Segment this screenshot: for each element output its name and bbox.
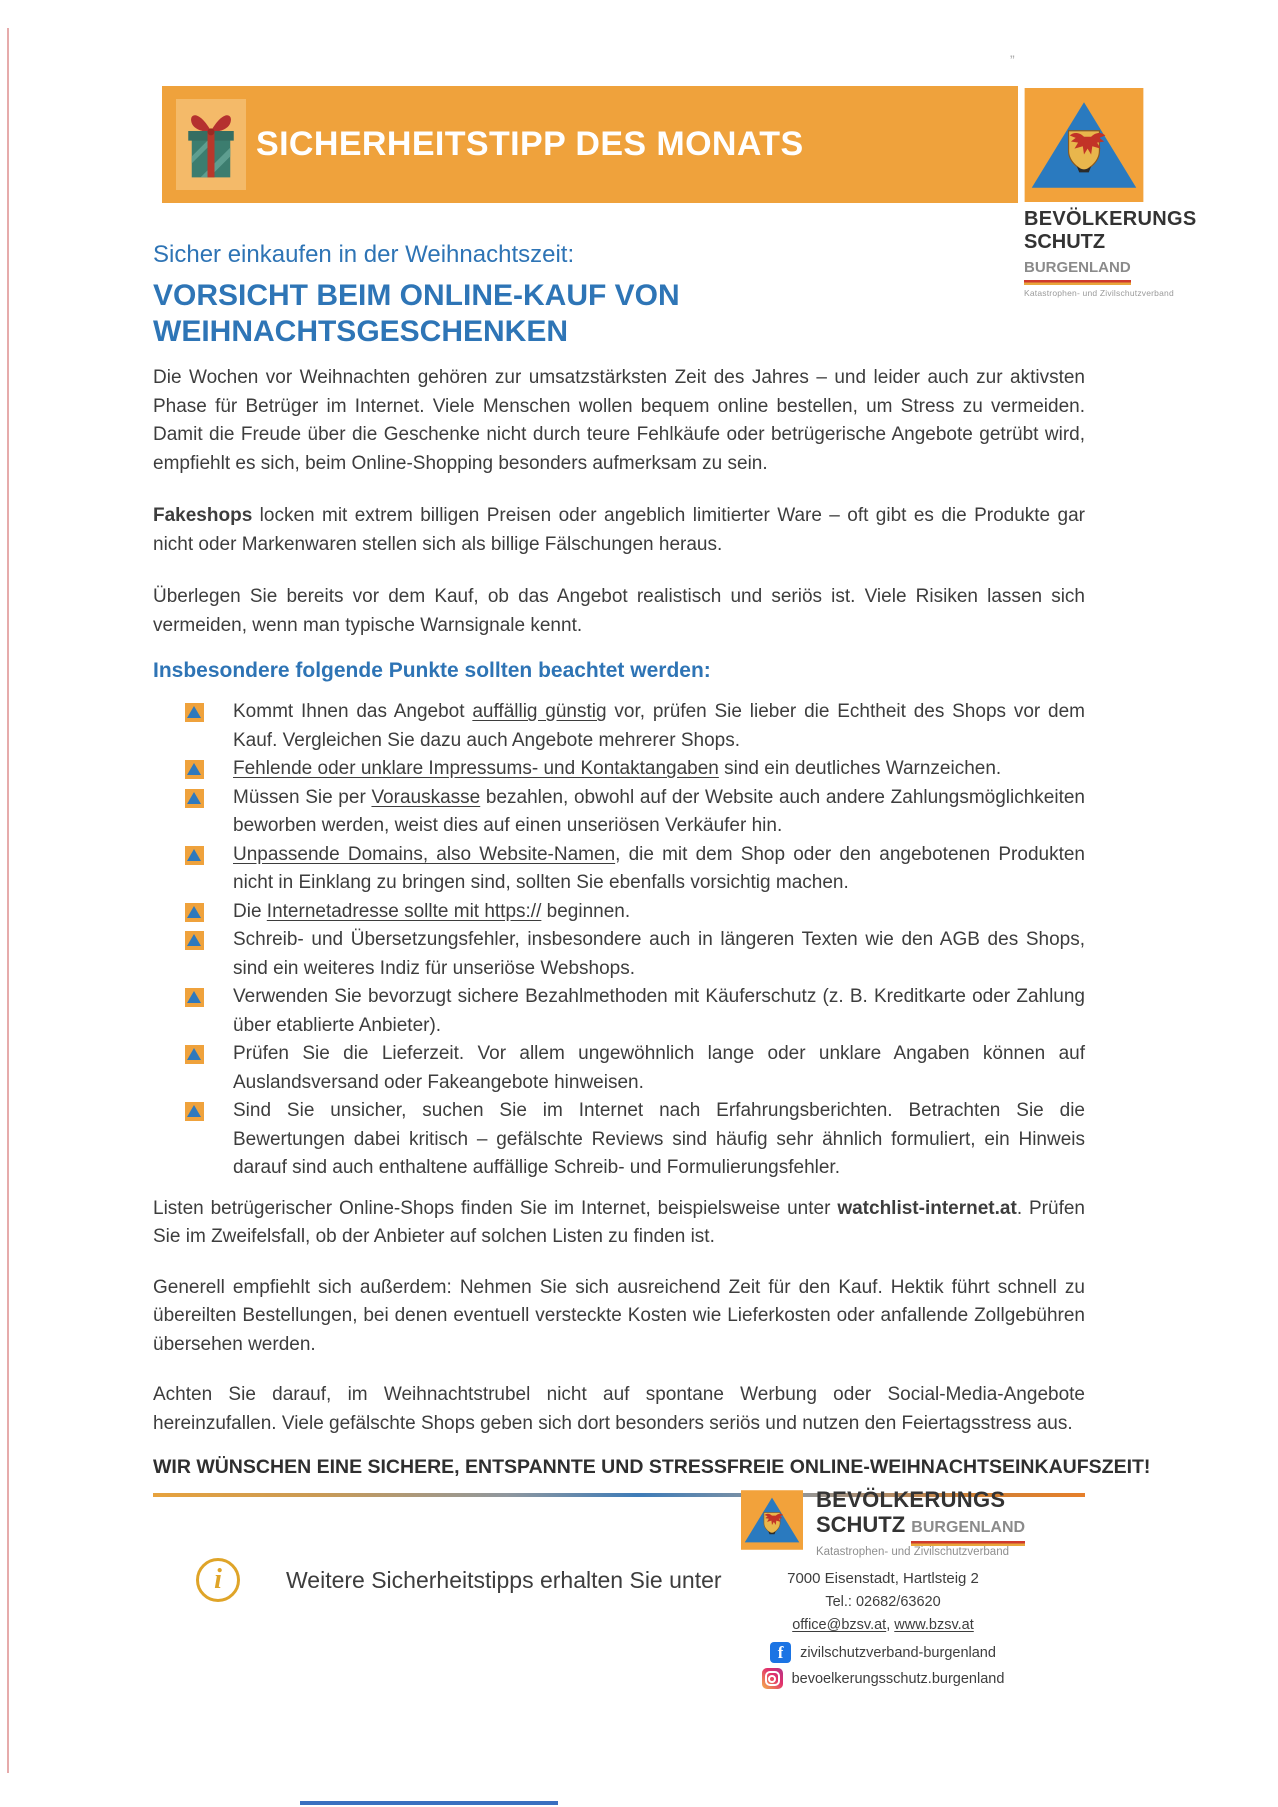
triangle-bullet-icon [185,931,204,950]
text-run: Internetadresse sollte mit https:// [266,900,542,922]
text-run: beginnen. [541,900,631,922]
body-paragraph [153,1381,1085,1438]
checklist-item-text [233,758,1001,779]
checklist-item [153,898,1085,927]
org-logo-wordmark [816,1488,1025,1558]
triangle-bullet-icon [185,789,204,808]
scan-artifact-left-line [7,28,9,1773]
org-name-line1: BEVÖLKERUNGS [1024,208,1197,230]
checklist-item-text [233,844,1085,894]
org-subtitle: Katastrophen- und Zivilschutzverband [815,1546,1009,1558]
instagram-icon [762,1668,783,1689]
info-icon: i [196,1558,240,1602]
checklist-item [153,1097,1085,1183]
text-run: locken mit extrem billigen Preisen oder angeblich limitierter Ware – oft gibt es die Produkte gar nicht oder Markenwaren stellen sich als billige Fälschungen heraus. [153,505,1085,555]
body-paragraph [153,364,1085,478]
footer-org-block [668,1488,1098,1689]
triangle-bullet-icon [185,903,204,922]
org-links: office@bzsv.at, www.bzsv.at [792,1617,974,1633]
intro-paragraphs [153,364,1085,640]
website-link[interactable]: www.bzsv.at [894,1617,974,1633]
checklist-item [153,926,1085,983]
body-paragraph [153,1195,1085,1252]
facebook-icon: f [770,1642,791,1663]
gift-icon [176,99,246,190]
text-run: Vorauskasse [371,786,481,808]
checklist-item-text [233,929,1085,979]
org-name-line2: SCHUTZ BURGENLAND [1024,230,1199,280]
checklist-item [153,755,1085,784]
org-subtitle: Katastrophen- und Zivilschutzverband [1024,288,1174,298]
text-run: Fehlende oder unklare Impressums- und Kontaktangaben [233,758,719,779]
org-logo-footer [668,1488,1098,1558]
checklist-item [153,1040,1085,1097]
org-address: 7000 Eisenstadt, Hartlsteig 2 [787,1570,979,1587]
checklist-item [153,983,1085,1040]
triangle-bullet-icon [185,703,204,722]
text-run: Verwenden Sie bevorzugt sichere Bezahlmethoden mit Käuferschutz (z. B. Kreditkarte oder Zahlung über etablierte Anbieter). [233,986,1085,1036]
checklist-item [153,698,1085,755]
text-run: Müssen Sie per [233,786,372,808]
civil-protection-emblem-icon [1024,88,1144,202]
checklist-item-text [233,1100,1085,1178]
facebook-handle[interactable]: zivilschutzverband-burgenland [800,1644,996,1661]
text-run: Kommt Ihnen das Angebot [233,701,473,722]
instagram-handle[interactable]: bevoelkerungsschutz.burgenland [791,1670,1005,1687]
checklist-item [153,784,1085,841]
banner-title: SICHERHEITSTIPP DES MONATS [256,125,804,163]
info-row [196,1558,722,1602]
checklist-item [153,841,1085,898]
checklist-heading: Insbesondere folgende Punkte sollten beachtet werden: [153,659,711,682]
triangle-bullet-icon [185,1102,204,1121]
header-banner [162,86,1018,203]
text-run: Fakeshops [153,505,253,526]
text-run: Die [233,900,267,922]
civil-protection-emblem-icon [741,1490,803,1550]
body-paragraph [153,502,1085,559]
text-run: auffällig günstig [472,701,607,722]
checklist-item-text [233,901,630,922]
text-run: Unpassende Domains, also Website-Namen [233,843,616,865]
info-text: Weitere Sicherheitstipps erhalten Sie unter [286,1566,722,1593]
text-run: bezahlen, obwohl auf der Website auch andere Zahlungsmöglichkeiten beworben werden, weist dies auf einen unseriösen Verkäufer hin. [233,786,1085,836]
closing-paragraphs [153,1195,1085,1439]
text-run: Sind Sie unsicher, suchen Sie im Internet nach Erfahrungsberichten. Betrachten Sie die Bewertungen dabei kritisch – gefälschte Reviews sind häufig sehr ähnlich formuliert, ein Hinweis darauf sind auch enthaltene auffällige Schreib- und Formulierungsfehler. [233,1100,1085,1178]
triangle-bullet-icon [185,1045,204,1064]
text-run: Schreib- und Übersetzungsfehler, insbesondere auch in längeren Texten wie den AGB des Shops, sind ein weiteres Indiz für unseriöse Webshops. [233,929,1085,979]
instagram-row [668,1668,1098,1689]
text-run: Listen betrügerischer Online-Shops finden Sie im Internet, beispielsweise unter [153,1197,838,1219]
text-run: Prüfen Sie die Lieferzeit. Vor allem ungewöhnlich lange oder unklare Angaben können auf Auslandsversand oder Fakeangebote hinweisen. [233,1043,1085,1093]
checklist-item-text [233,986,1085,1036]
inline-link[interactable]: watchlist-internet.at [837,1197,1017,1219]
email-link[interactable]: office@bzsv.at [792,1617,887,1633]
text-run: Überlegen Sie bereits vor dem Kauf, ob das Angebot realistisch und seriös ist. Viele Risiken lassen sich vermeiden, wenn man typische Warnsignale kennt. [153,586,1085,636]
text-run: Generell empfiehlt sich außerdem: Nehmen Sie sich ausreichend Zeit für den Kauf. Hektik führt schnell zu übereilten Bestellungen, bei denen eventuell versteckte Kosten wie Lieferkosten oder anfallende Zollgebühren übersehen werden. [153,1276,1085,1355]
closing-banner-text: WIR WÜNSCHEN EINE SICHERE, ENTSPANNTE UND STRESSFREIE ONLINE-WEIHNACHTSEINKAUFSZEIT! [153,1456,1151,1478]
text-run: , die mit dem Shop oder den angebotenen Produkten nicht in Einklang zu bringen sind, sollten Sie ebenfalls vorsichtig machen. [233,843,1085,893]
page-title: VORSICHT BEIM ONLINE-KAUF VON WEIHNACHTSGESCHENKEN [153,279,680,348]
facebook-row [668,1642,1098,1663]
text-run: sind ein deutliches Warnzeichen. [718,758,1002,779]
body-paragraph [153,583,1085,640]
scan-artifact-mark [1010,52,1015,68]
kicker-line: Sicher einkaufen in der Weihnachtszeit: [153,241,575,268]
checklist-item-text [233,787,1085,837]
checklist-item-text [233,701,1085,751]
triangle-bullet-icon [185,846,204,865]
text-run: Die Wochen vor Weihnachten gehören zur umsatzstärksten Zeit des Jahres – und leider auch zur aktivsten Phase für Betrüger im Internet. Viele Menschen wollen bequem online bestellen, um Stress zu vermeiden. Damit die Freude über die Geschenke nicht durch teure Fehlkäufe oder betrügerische Angebote getrübt wird, empfiehlt es sich, beim Online-Shopping besonders aufmerksam zu sein. [153,367,1085,474]
triangle-bullet-icon [185,760,204,779]
checklist-item-text [233,1043,1085,1093]
text-run: Achten Sie darauf, im Weihnachtstrubel nicht auf spontane Werbung oder Social-Media-Angebote hereinzufallen. Viele gefälschte Shops geben sich dort besonders seriös und nutzen den Feiertagsstress aus. [153,1384,1085,1434]
org-region-label: BURGENLAND [1024,256,1131,280]
org-name-line2: SCHUTZ BURGENLAND [816,1512,1025,1541]
org-name-line1: BEVÖLKERUNGS [815,1487,1006,1512]
org-phone: Tel.: 02682/63620 [825,1594,941,1610]
checklist [153,698,1085,1183]
org-region-label: BURGENLAND [911,1515,1025,1541]
text-run: vor, prüfen Sie lieber die Echtheit des Shops vor dem Kauf. Vergleichen Sie dazu auch Angebote mehrerer Shops. [233,701,1085,751]
body-paragraph [153,1274,1085,1360]
scan-artifact-bottom-line [300,1801,558,1805]
text-run: . Prüfen Sie im Zweifelsfall, ob der Anbieter auf solchen Listen zu finden ist. [153,1197,1085,1247]
triangle-bullet-icon [185,988,204,1007]
